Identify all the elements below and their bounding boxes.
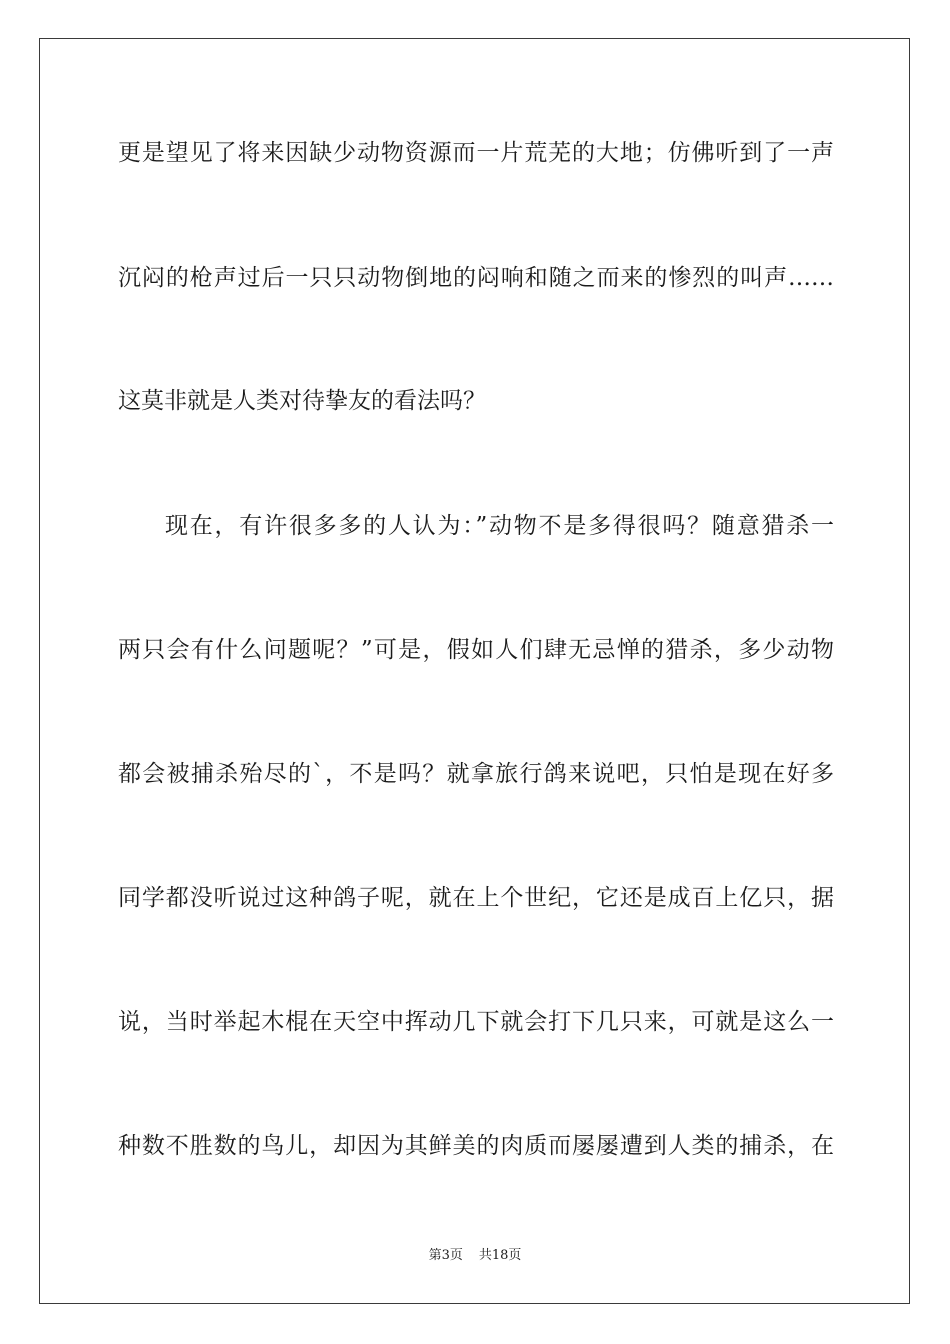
page-number: 第3页 — [428, 1248, 463, 1263]
body-line-9: 种数不胜数的鸟儿，却因为其鲜美的肉质而屡屡遭到人类的捕杀，在 — [118, 1133, 834, 1159]
body-line-2: 沉闷的枪声过后一只只动物倒地的闷响和随之而来的惨烈的叫声…… — [118, 265, 834, 291]
body-line-7: 同学都没听说过这种鸽子呢，就在上个世纪，它还是成百上亿只，据 — [118, 885, 834, 911]
page-footer — [0, 1247, 950, 1265]
page-border — [39, 38, 910, 1304]
body-line-8: 说，当时举起木棍在天空中挥动几下就会打下几只来，可就是这么一 — [118, 1009, 834, 1035]
body-line-3: 这莫非就是人类对待挚友的看法吗？ — [118, 388, 486, 414]
body-line-4-paragraph-start: 现在，有许很多多的人认为：”动物不是多得很吗？随意猎杀一 — [165, 513, 834, 539]
body-line-1: 更是望见了将来因缺少动物资源而一片荒芜的大地；仿佛听到了一声 — [118, 140, 834, 166]
body-line-6: 都会被捕杀殆尽的`，不是吗？就拿旅行鸽来说吧，只怕是现在好多 — [118, 761, 834, 787]
page-total: 共18页 — [478, 1248, 522, 1263]
body-line-5: 两只会有什么问题呢？”可是，假如人们肆无忌惮的猎杀，多少动物 — [118, 637, 834, 663]
